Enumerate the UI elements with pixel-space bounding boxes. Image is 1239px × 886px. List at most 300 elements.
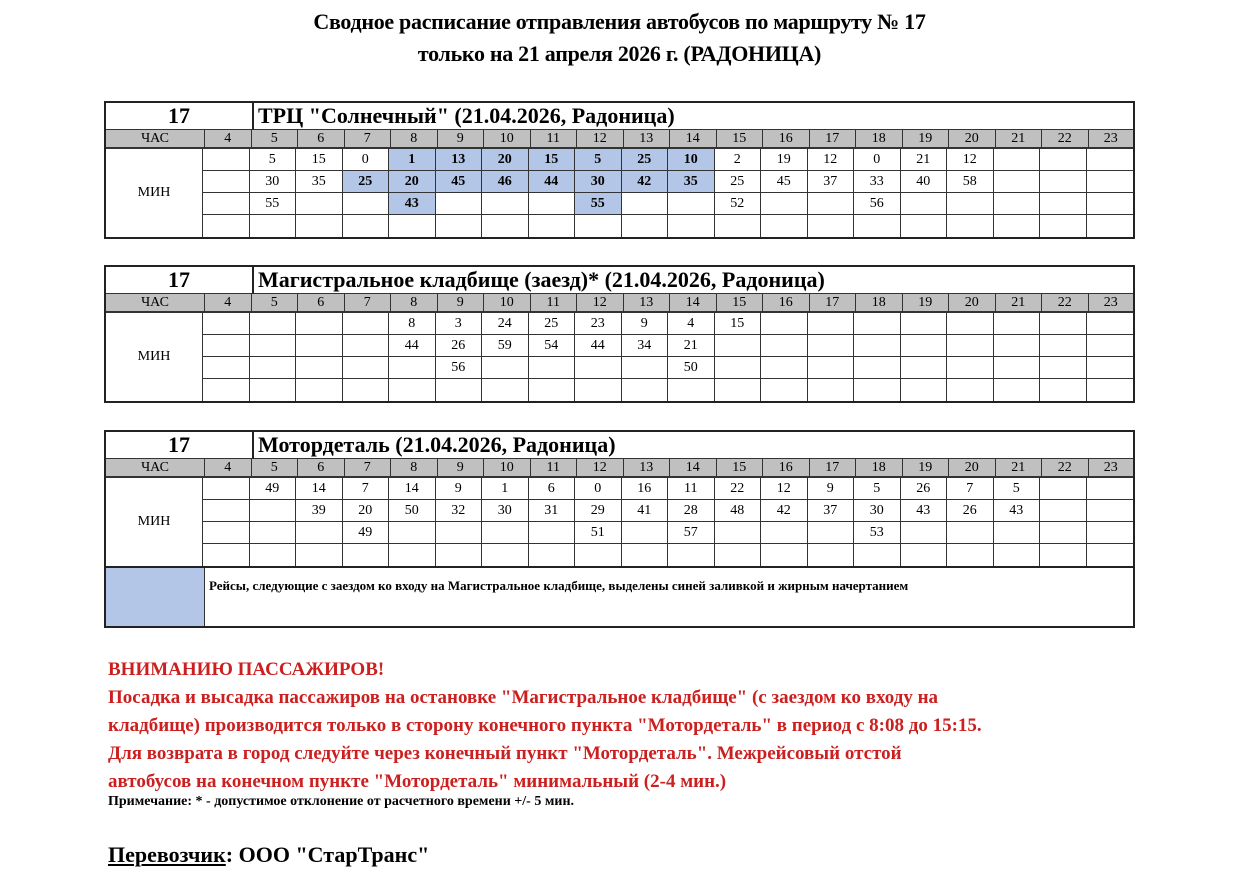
hour-row bbox=[106, 459, 1133, 478]
departure-cell bbox=[529, 193, 576, 215]
departure-cell: 1 bbox=[482, 478, 529, 500]
departure-cell bbox=[854, 215, 901, 237]
hour-cell: 16 bbox=[763, 294, 810, 313]
departure-cell: 43 bbox=[994, 500, 1041, 522]
departure-cell bbox=[668, 544, 715, 566]
departure-cell: 44 bbox=[389, 335, 436, 357]
hour-cell: 17 bbox=[810, 130, 857, 149]
hour-cell: 8 bbox=[391, 294, 438, 313]
stop-name: ТРЦ "Солнечный" (21.04.2026, Радоница) bbox=[254, 103, 1133, 130]
legend-swatch bbox=[106, 568, 205, 626]
hour-cell: 12 bbox=[577, 294, 624, 313]
departure-cell bbox=[343, 313, 390, 335]
departure-cell: 31 bbox=[529, 500, 576, 522]
hour-cell: 11 bbox=[531, 459, 578, 478]
departure-cell bbox=[901, 544, 948, 566]
table-header bbox=[106, 432, 1133, 459]
departure-cell: 37 bbox=[808, 171, 855, 193]
departure-cell: 25 bbox=[715, 171, 762, 193]
departure-cell bbox=[203, 193, 250, 215]
departure-cell bbox=[1087, 544, 1134, 566]
departure-cell: 39 bbox=[296, 500, 343, 522]
departure-cell bbox=[250, 379, 297, 401]
departure-cell: 37 bbox=[808, 500, 855, 522]
departure-cell bbox=[808, 379, 855, 401]
minutes-row bbox=[203, 357, 1133, 379]
departure-cell bbox=[901, 357, 948, 379]
departure-cell bbox=[389, 379, 436, 401]
departure-cell: 25 bbox=[529, 313, 576, 335]
departure-cell bbox=[854, 379, 901, 401]
departure-cell bbox=[1087, 313, 1134, 335]
hour-cell: 9 bbox=[438, 130, 485, 149]
hour-label: ЧАС bbox=[106, 294, 205, 313]
departure-cell bbox=[761, 357, 808, 379]
minutes-row bbox=[203, 478, 1133, 500]
departure-cell bbox=[482, 215, 529, 237]
departure-cell bbox=[761, 544, 808, 566]
hour-label: ЧАС bbox=[106, 459, 205, 478]
departure-cell-cemetery: 5 bbox=[575, 149, 622, 171]
hour-cell: 23 bbox=[1089, 459, 1134, 478]
departure-cell bbox=[1087, 522, 1134, 544]
departure-cell-cemetery: 55 bbox=[575, 193, 622, 215]
departure-cell bbox=[808, 357, 855, 379]
departure-cell bbox=[761, 522, 808, 544]
departure-cell bbox=[947, 544, 994, 566]
departure-cell-cemetery: 1 bbox=[389, 149, 436, 171]
hour-row bbox=[106, 130, 1133, 149]
departure-cell bbox=[529, 357, 576, 379]
minutes-row bbox=[203, 522, 1133, 544]
hour-cell: 4 bbox=[205, 294, 252, 313]
departure-cell bbox=[947, 379, 994, 401]
departure-cell-cemetery: 45 bbox=[436, 171, 483, 193]
legend-text: Рейсы, следующие с заездом ко входу на Магистральное кладбище, выделены синей заливкой и жирным начертанием bbox=[209, 578, 909, 593]
hour-cell: 18 bbox=[856, 130, 903, 149]
departure-cell: 12 bbox=[808, 149, 855, 171]
departure-cell-cemetery: 20 bbox=[482, 149, 529, 171]
hour-cell: 22 bbox=[1042, 130, 1089, 149]
notice-line: кладбище) производится только в сторону конечного пункта "Мотордеталь" в период с 8:08 до 15:15. bbox=[108, 715, 982, 736]
departure-cell bbox=[529, 379, 576, 401]
hour-cell: 12 bbox=[577, 130, 624, 149]
hour-row bbox=[106, 294, 1133, 313]
departure-cell bbox=[947, 313, 994, 335]
departure-cell bbox=[1040, 544, 1087, 566]
departure-cell: 14 bbox=[389, 478, 436, 500]
departure-cell bbox=[854, 335, 901, 357]
title-line-2: только на 21 апреля 2026 г. (РАДОНИЦА) bbox=[417, 41, 822, 66]
departure-cell bbox=[947, 357, 994, 379]
departure-cell: 8 bbox=[389, 313, 436, 335]
departure-cell: 19 bbox=[761, 149, 808, 171]
departure-cell bbox=[203, 149, 250, 171]
departure-cell: 29 bbox=[575, 500, 622, 522]
departure-cell: 43 bbox=[901, 500, 948, 522]
departure-cell-cemetery: 13 bbox=[436, 149, 483, 171]
hour-cell: 8 bbox=[391, 130, 438, 149]
departure-cell bbox=[436, 193, 483, 215]
hour-cell: 16 bbox=[763, 459, 810, 478]
departure-cell: 26 bbox=[901, 478, 948, 500]
departure-cell-cemetery: 25 bbox=[343, 171, 390, 193]
departure-cell bbox=[715, 379, 762, 401]
hour-cell: 14 bbox=[670, 294, 717, 313]
minutes-grid bbox=[203, 478, 1133, 566]
hour-cell: 20 bbox=[949, 459, 996, 478]
departure-cell: 22 bbox=[715, 478, 762, 500]
carrier-label: Перевозчик bbox=[108, 842, 226, 867]
departure-cell bbox=[1040, 379, 1087, 401]
departure-cell bbox=[1040, 193, 1087, 215]
departure-cell bbox=[250, 500, 297, 522]
departure-cell-cemetery: 20 bbox=[389, 171, 436, 193]
departure-cell bbox=[994, 171, 1041, 193]
departure-cell bbox=[808, 335, 855, 357]
departure-cell: 15 bbox=[715, 313, 762, 335]
hour-cell: 13 bbox=[624, 130, 671, 149]
departure-cell: 56 bbox=[854, 193, 901, 215]
hour-cell: 16 bbox=[763, 130, 810, 149]
departure-cell-cemetery: 30 bbox=[575, 171, 622, 193]
departure-cell bbox=[203, 522, 250, 544]
departure-cell: 34 bbox=[622, 335, 669, 357]
minutes-row bbox=[203, 500, 1133, 522]
departure-cell bbox=[389, 357, 436, 379]
departure-cell-cemetery: 15 bbox=[529, 149, 576, 171]
departure-cell bbox=[389, 544, 436, 566]
departure-cell: 42 bbox=[761, 500, 808, 522]
hour-cell: 23 bbox=[1089, 130, 1134, 149]
notice-line: Для возврата в город следуйте через конечный пункт "Мотордеталь". Межрейсовый отстой bbox=[108, 743, 902, 764]
departure-cell bbox=[482, 522, 529, 544]
departure-cell bbox=[296, 335, 343, 357]
departure-cell bbox=[994, 335, 1041, 357]
departure-cell bbox=[901, 313, 948, 335]
departure-cell bbox=[901, 522, 948, 544]
departure-cell bbox=[622, 544, 669, 566]
departure-cell: 16 bbox=[622, 478, 669, 500]
hour-cell: 13 bbox=[624, 459, 671, 478]
hour-cell: 19 bbox=[903, 130, 950, 149]
hour-cell: 4 bbox=[205, 130, 252, 149]
legend bbox=[106, 566, 1133, 626]
departure-cell bbox=[296, 357, 343, 379]
departure-cell bbox=[808, 522, 855, 544]
departure-cell bbox=[575, 544, 622, 566]
departure-cell bbox=[482, 544, 529, 566]
minutes-body bbox=[106, 313, 1133, 401]
departure-cell: 9 bbox=[808, 478, 855, 500]
departure-cell bbox=[715, 215, 762, 237]
notice-line: Посадка и высадка пассажиров на остановке "Магистральное кладбище" (с заездом ко входу на bbox=[108, 687, 939, 708]
table-header bbox=[106, 103, 1133, 130]
departure-cell bbox=[947, 522, 994, 544]
hour-cell: 18 bbox=[856, 294, 903, 313]
hour-cell: 23 bbox=[1089, 294, 1134, 313]
hour-label: ЧАС bbox=[106, 130, 205, 149]
departure-cell bbox=[343, 357, 390, 379]
departure-cell bbox=[1040, 478, 1087, 500]
departure-cell bbox=[994, 193, 1041, 215]
departure-cell bbox=[482, 379, 529, 401]
minutes-row bbox=[203, 544, 1133, 566]
departure-cell bbox=[854, 357, 901, 379]
departure-cell: 28 bbox=[668, 500, 715, 522]
departure-cell: 40 bbox=[901, 171, 948, 193]
departure-cell: 54 bbox=[529, 335, 576, 357]
departure-cell bbox=[343, 379, 390, 401]
hour-cell: 7 bbox=[345, 130, 392, 149]
footnote: Примечание: * - допустимое отклонение от расчетного времени +/- 5 мин. bbox=[108, 794, 575, 809]
departure-cell bbox=[529, 522, 576, 544]
departure-cell bbox=[947, 215, 994, 237]
departure-cell: 50 bbox=[668, 357, 715, 379]
notice-line: автобусов на конечном пункте "Мотордеталь" минимальный (2-4 мин.) bbox=[108, 771, 727, 792]
hour-cell: 20 bbox=[949, 294, 996, 313]
departure-cell bbox=[389, 522, 436, 544]
departure-cell: 4 bbox=[668, 313, 715, 335]
hour-cell: 7 bbox=[345, 459, 392, 478]
departure-cell: 59 bbox=[482, 335, 529, 357]
departure-cell bbox=[343, 193, 390, 215]
stop-name: Мотордеталь (21.04.2026, Радоница) bbox=[254, 432, 1133, 459]
departure-cell bbox=[203, 357, 250, 379]
departure-cell bbox=[622, 215, 669, 237]
departure-cell bbox=[1040, 215, 1087, 237]
departure-cell bbox=[761, 215, 808, 237]
hour-cell: 14 bbox=[670, 130, 717, 149]
departure-cell: 5 bbox=[854, 478, 901, 500]
departure-cell bbox=[296, 379, 343, 401]
departure-cell: 49 bbox=[343, 522, 390, 544]
minutes-grid bbox=[203, 313, 1133, 401]
route-number: 17 bbox=[106, 103, 254, 130]
hour-cell: 20 bbox=[949, 130, 996, 149]
carrier-info bbox=[108, 842, 429, 868]
departure-cell: 41 bbox=[622, 500, 669, 522]
hour-cell: 13 bbox=[624, 294, 671, 313]
departure-cell: 51 bbox=[575, 522, 622, 544]
hour-cell: 22 bbox=[1042, 294, 1089, 313]
departure-cell bbox=[389, 215, 436, 237]
departure-cell: 5 bbox=[250, 149, 297, 171]
departure-cell: 0 bbox=[854, 149, 901, 171]
departure-cell: 21 bbox=[901, 149, 948, 171]
departure-cell: 0 bbox=[343, 149, 390, 171]
departure-cell-cemetery: 42 bbox=[622, 171, 669, 193]
departure-cell: 7 bbox=[947, 478, 994, 500]
hour-cell: 5 bbox=[252, 130, 299, 149]
departure-cell bbox=[668, 215, 715, 237]
departure-cell bbox=[622, 379, 669, 401]
departure-cell: 12 bbox=[761, 478, 808, 500]
departure-cell bbox=[1040, 313, 1087, 335]
departure-cell: 23 bbox=[575, 313, 622, 335]
departure-cell bbox=[250, 313, 297, 335]
departure-cell bbox=[715, 522, 762, 544]
hour-cell: 21 bbox=[996, 294, 1043, 313]
hour-cell: 9 bbox=[438, 459, 485, 478]
departure-cell: 7 bbox=[343, 478, 390, 500]
departure-cell bbox=[575, 379, 622, 401]
departure-cell bbox=[947, 335, 994, 357]
departure-cell: 32 bbox=[436, 500, 483, 522]
schedule-table-motordetal bbox=[104, 430, 1135, 628]
departure-cell bbox=[250, 215, 297, 237]
departure-cell bbox=[761, 193, 808, 215]
departure-cell bbox=[250, 544, 297, 566]
departure-cell bbox=[901, 335, 948, 357]
departure-cell bbox=[1087, 171, 1134, 193]
departure-cell bbox=[854, 313, 901, 335]
route-number: 17 bbox=[106, 432, 254, 459]
departure-cell bbox=[901, 379, 948, 401]
departure-cell-cemetery: 10 bbox=[668, 149, 715, 171]
schedule-table-magistralnoe-kladbishche bbox=[104, 265, 1135, 403]
departure-cell bbox=[482, 193, 529, 215]
minutes-row bbox=[203, 171, 1133, 193]
hour-cell: 6 bbox=[298, 130, 345, 149]
hour-cell: 21 bbox=[996, 130, 1043, 149]
hour-cell: 17 bbox=[810, 459, 857, 478]
departure-cell bbox=[343, 215, 390, 237]
departure-cell: 21 bbox=[668, 335, 715, 357]
departure-cell: 30 bbox=[250, 171, 297, 193]
hour-cell: 19 bbox=[903, 459, 950, 478]
departure-cell: 52 bbox=[715, 193, 762, 215]
minutes-label: МИН bbox=[106, 149, 203, 237]
title-line-1: Сводное расписание отправления автобусов по маршруту № 17 bbox=[313, 9, 926, 34]
departure-cell bbox=[296, 193, 343, 215]
departure-cell: 5 bbox=[994, 478, 1041, 500]
departure-cell: 57 bbox=[668, 522, 715, 544]
hour-cell: 15 bbox=[717, 294, 764, 313]
table-header bbox=[106, 267, 1133, 294]
departure-cell bbox=[994, 379, 1041, 401]
minutes-row bbox=[203, 215, 1133, 237]
hour-cell: 10 bbox=[484, 130, 531, 149]
departure-cell: 30 bbox=[482, 500, 529, 522]
hour-cell: 17 bbox=[810, 294, 857, 313]
departure-cell: 49 bbox=[250, 478, 297, 500]
departure-cell: 20 bbox=[343, 500, 390, 522]
departure-cell-cemetery: 43 bbox=[389, 193, 436, 215]
departure-cell-cemetery: 46 bbox=[482, 171, 529, 193]
departure-cell: 14 bbox=[296, 478, 343, 500]
departure-cell bbox=[296, 313, 343, 335]
departure-cell bbox=[203, 478, 250, 500]
departure-cell bbox=[203, 171, 250, 193]
minutes-label: МИН bbox=[106, 313, 203, 401]
departure-cell bbox=[854, 544, 901, 566]
carrier-value: : ООО "СтарТранс" bbox=[225, 842, 430, 867]
minutes-row bbox=[203, 313, 1133, 335]
departure-cell bbox=[203, 544, 250, 566]
minutes-body bbox=[106, 478, 1133, 566]
departure-cell: 24 bbox=[482, 313, 529, 335]
departure-cell bbox=[808, 544, 855, 566]
departure-cell bbox=[203, 215, 250, 237]
departure-cell bbox=[203, 500, 250, 522]
hour-cell: 12 bbox=[577, 459, 624, 478]
hour-cell: 14 bbox=[670, 459, 717, 478]
hour-cell: 5 bbox=[252, 459, 299, 478]
hour-cell: 4 bbox=[205, 459, 252, 478]
schedule-table-trc-solnechny bbox=[104, 101, 1135, 239]
departure-cell bbox=[715, 544, 762, 566]
departure-cell bbox=[901, 193, 948, 215]
departure-cell bbox=[994, 522, 1041, 544]
departure-cell: 9 bbox=[622, 313, 669, 335]
departure-cell bbox=[1040, 500, 1087, 522]
departure-cell: 53 bbox=[854, 522, 901, 544]
notice-heading: ВНИМАНИЮ ПАССАЖИРОВ! bbox=[108, 659, 385, 680]
departure-cell bbox=[994, 544, 1041, 566]
departure-cell bbox=[1087, 357, 1134, 379]
departure-cell bbox=[1040, 522, 1087, 544]
departure-cell bbox=[250, 357, 297, 379]
departure-cell bbox=[203, 379, 250, 401]
departure-cell bbox=[529, 544, 576, 566]
departure-cell bbox=[436, 215, 483, 237]
departure-cell bbox=[436, 544, 483, 566]
departure-cell bbox=[994, 313, 1041, 335]
departure-cell: 55 bbox=[250, 193, 297, 215]
hour-cell: 15 bbox=[717, 130, 764, 149]
departure-cell: 56 bbox=[436, 357, 483, 379]
departure-cell: 44 bbox=[575, 335, 622, 357]
departure-cell bbox=[761, 313, 808, 335]
departure-cell: 26 bbox=[436, 335, 483, 357]
route-number: 17 bbox=[106, 267, 254, 294]
stop-name: Магистральное кладбище (заезд)* (21.04.2026, Радоница) bbox=[254, 267, 1133, 294]
departure-cell bbox=[296, 544, 343, 566]
departure-cell bbox=[296, 522, 343, 544]
departure-cell bbox=[436, 379, 483, 401]
departure-cell bbox=[761, 335, 808, 357]
hour-cell: 9 bbox=[438, 294, 485, 313]
departure-cell bbox=[994, 357, 1041, 379]
minutes-row bbox=[203, 149, 1133, 171]
hour-cell: 21 bbox=[996, 459, 1043, 478]
departure-cell: 6 bbox=[529, 478, 576, 500]
departure-cell: 12 bbox=[947, 149, 994, 171]
hour-cell: 18 bbox=[856, 459, 903, 478]
departure-cell: 45 bbox=[761, 171, 808, 193]
departure-cell bbox=[482, 357, 529, 379]
hour-cell: 10 bbox=[484, 294, 531, 313]
departure-cell bbox=[203, 313, 250, 335]
departure-cell: 0 bbox=[575, 478, 622, 500]
departure-cell bbox=[575, 215, 622, 237]
departure-cell: 48 bbox=[715, 500, 762, 522]
departure-cell-cemetery: 35 bbox=[668, 171, 715, 193]
passenger-notice bbox=[108, 656, 1158, 796]
departure-cell bbox=[994, 215, 1041, 237]
departure-cell bbox=[1040, 357, 1087, 379]
hour-cell: 22 bbox=[1042, 459, 1089, 478]
departure-cell: 58 bbox=[947, 171, 994, 193]
hour-cell: 19 bbox=[903, 294, 950, 313]
departure-cell bbox=[622, 193, 669, 215]
departure-cell bbox=[622, 357, 669, 379]
departure-cell bbox=[436, 522, 483, 544]
departure-cell: 50 bbox=[389, 500, 436, 522]
departure-cell bbox=[1087, 335, 1134, 357]
hour-cell: 5 bbox=[252, 294, 299, 313]
